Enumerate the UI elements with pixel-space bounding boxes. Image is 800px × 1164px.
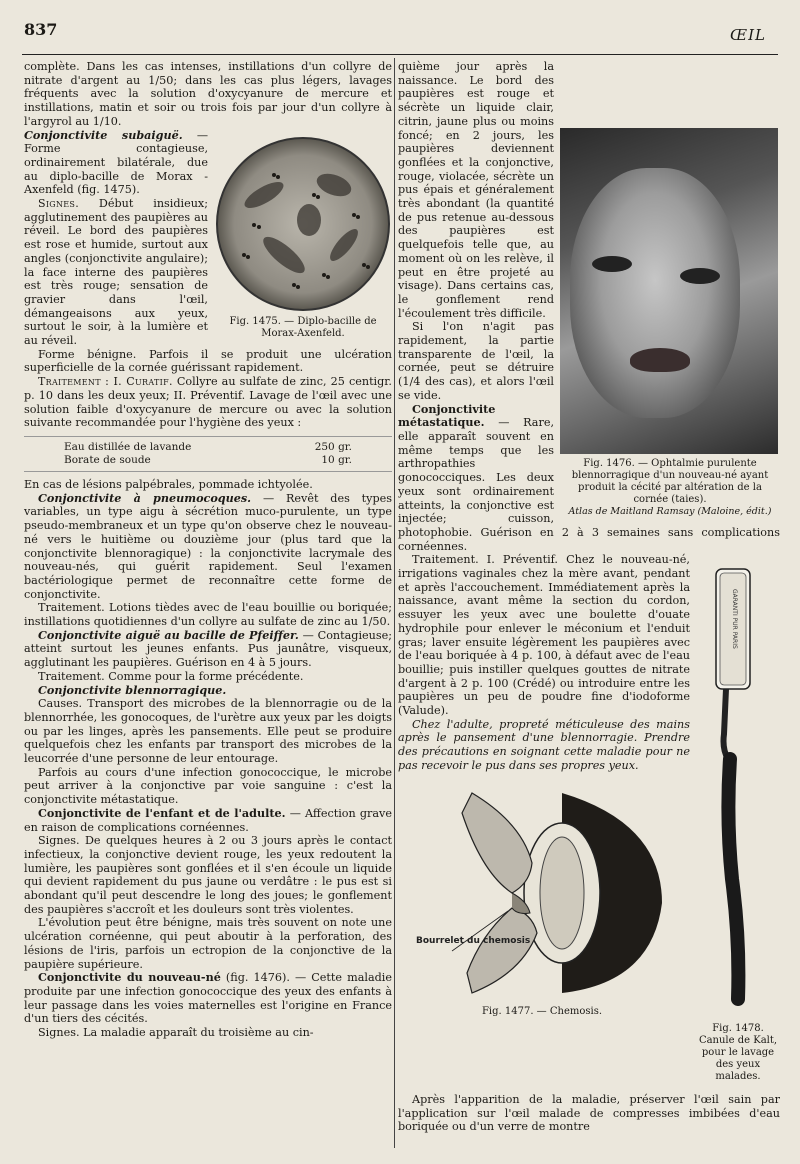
paragraph: Signes. De quelques heures à 2 ou 3 jours après le contact infectieux, la conjonctive devient rouge, les yeux redoutent la lumière, les paupières sont gonflées et il s'en écoule un liquide qui devient rapidement du pus jaune ou verdâtre : le pus est si abondant qu'il peut descendre le long des joues; le gonflement des paupières s'accroît et les douleurs sont très violentes.	[24, 834, 392, 916]
figure-1477	[412, 783, 672, 1019]
paragraph: L'évolution peut être bénigne, mais très souvent on note une ulcération cornéenne, qui peut aboutir à la perforation, des lésions de l'iris, parfois un ectropion de la conjonctive de la paupière supérieure.	[24, 916, 392, 971]
label: Signes.	[38, 197, 80, 211]
paragraph: — Forme contagieuse, ordinairement bilatérale, due au diplo-bacille de Morax - Axenfeld (fig. 1475).	[24, 128, 208, 197]
recipe-qty: 250 gr.	[314, 440, 352, 453]
eye-shape	[680, 268, 720, 284]
chemosis-diagram-icon	[412, 783, 672, 1003]
paragraph: Signes. La maladie apparaît du troisième au cin-	[38, 1026, 314, 1040]
recipe-qty: 10 gr.	[321, 453, 352, 466]
paragraph: Collyre au sulfate de zinc, 25 centigr. p. 10 dans les deux yeux; II. Préventif. Lavage de l'œil avec une solution faible d'oxycyanure de mercure ou avec la solution suivante recommandée pour l'hygiène des yeux :	[24, 375, 392, 430]
paragraph: Après l'apparition de la maladie, préserver l'œil sain par l'application sur l'œil malade de compresses imbibées d'eau boriquée ou d'un verre de montre	[398, 1093, 780, 1134]
section-heading: Conjonctivite aiguë au bacille de Pfeiffer.	[38, 627, 299, 642]
paragraph: Début insidieux; agglutinement des paupières au réveil. Le bord des paupières est rose et humide, surtout aux angles (conjonctivite angulaire); la face interne des paupières est très rouge; sensation de gravier dans l'œil, démangeaisons aux yeux, surtout le soir, à la lumière et au réveil.	[24, 197, 208, 348]
paragraph: (fig. 1476). — Cette maladie produite par une infection gonococcique des yeux des enfants à leur passage dans les voies maternelles est l'origine en France d'un tiers des cécités.	[24, 971, 393, 1026]
kalt-cannula-icon	[696, 559, 780, 1019]
paragraph: Causes. Transport des microbes de la blennorragie ou de la blennorrhée, les gonocoques, de l'urètre aux yeux par les doigts ou par les linges, après les pansements. Elle peut se produire quelquefois chez les enfants par transport des microbes de la leucorrée d'une personne de leur entourage.	[24, 697, 392, 766]
page-number: 837	[24, 20, 58, 39]
column-divider	[394, 58, 395, 1148]
running-title: ŒIL	[730, 26, 766, 44]
section-heading: Conjonctivite de l'enfant et de l'adulte.	[38, 805, 286, 820]
figure-1478	[696, 559, 780, 1083]
eye-shape	[592, 256, 632, 272]
figure-caption: Fig. 1475. — Diplo-bacille de Morax-Axenfeld.	[229, 316, 377, 340]
left-column	[24, 60, 392, 1040]
recipe-row	[24, 454, 392, 467]
diplobacille-micrograph-icon	[214, 135, 392, 313]
section-heading: Conjonctivite à pneumocoques.	[38, 490, 252, 505]
figure-credit: Atlas de Maitland Ramsay (Maloine, édit.)	[568, 506, 772, 517]
section-heading: Conjonctivite métastatique.	[398, 401, 496, 430]
label: Traitement : I. Curatif.	[38, 375, 173, 389]
right-column	[398, 60, 780, 1134]
paragraph: quième jour après la naissance. Le bord des paupières est rouge et sécrète un liquide clair, citrin, jaune plus ou moins foncé; en 2 jours, les paupières deviennent gonflées et la conjonctive, rouge, violacée, sécrète un pus épais et généralement très abondant (la quantité de pus retenue au-dessous des paupières est quelquefois telle que, au moment où on les relève, il peut en être projeté au visage). Dans certains cas, le gonflement rend l'écoulement très difficile.	[398, 60, 554, 320]
paragraph: En cas de lésions palpébrales, pommade ichtyolée.	[24, 477, 313, 491]
recipe-row	[24, 441, 392, 454]
paragraph: — Revêt des types variables, un type aigu à sécrétion muco-purulente, un type pseudo-membraneux et un type qu'on observe chez le nouveau-né vers le huitième ou douzième jour (plus tard que la conjonctivite blennoragique) : la conjonctivite lacrymale des nouveau-nés, qui guérit rapidement. Seul l'examen bactériologique permet de reconnaître cette forme de conjonctivite.	[24, 491, 393, 601]
section-heading: Conjonctivite blennorragique.	[38, 682, 227, 697]
face-shape	[570, 168, 740, 418]
paragraph: — Affection grave en raison de complications cornéennes.	[24, 806, 392, 834]
paragraph: complète. Dans les cas intenses, instillations d'un collyre de nitrate d'argent au 1/50; dans les cas plus légers, lavages fréquents avec la solution d'oxycyanure de mercure et instillations, matin et soir ou trois fois par jour d'un collyre à l'argyrol au 1/10.	[24, 60, 392, 128]
figure-caption: Fig. 1478. Canule de Kalt, pour le lavage des yeux malades.	[698, 1023, 778, 1083]
mouth-shape	[630, 348, 690, 372]
diagram-label: Bourrelet du chemosis	[416, 935, 531, 946]
paragraph: Parfois au cours d'une infection gonococcique, le microbe peut arriver à la conjonctive par voie sanguine : c'est la conjonctivite métastatique.	[24, 765, 392, 807]
figure-caption: Fig. 1477. — Chemosis.	[481, 1006, 603, 1018]
infant-photo	[560, 128, 778, 454]
figure-1476	[560, 128, 780, 518]
cannula-text: GARANTI PUR PARIS	[731, 589, 738, 650]
paragraph: Traitement. Lotions tièdes avec de l'eau bouillie ou boriquée; instillations quotidiennes d'un collyre au sulfate de zinc au 1/50.	[24, 601, 392, 629]
recipe-item: Eau distillée de lavande	[64, 440, 192, 453]
figure-1475	[214, 135, 392, 341]
paragraph: Traitement. Comme pour la forme précédente.	[38, 669, 304, 683]
recipe-table	[24, 436, 392, 472]
section-heading: Conjonctivite subaiguë.	[24, 127, 183, 142]
section-heading: Conjonctivite du nouveau-né	[38, 970, 221, 985]
paragraph: Chez l'adulte, propreté méticuleuse des mains après le pansement d'une blennorragie. Prendre des précautions en soignant cette maladie pour ne pas recevoir le pus dans ses propres yeux.	[398, 717, 690, 772]
recipe-item: Borate de soude	[64, 453, 151, 466]
paragraph: — Rare, elle apparaît souvent en même temps que les arthropathies gonococciques. Les deux yeux sont ordinairement atteints, la conjonctive est injectée; cuisson, photophobie. Guérison en 2 à 3 semaines sans complications cornéennes.	[398, 416, 780, 553]
paragraph: — Contagieuse; atteint surtout les jeunes enfants. Pus jaunâtre, visqueux, agglutinant les paupières. Guérison en 4 à 5 jours.	[24, 628, 392, 670]
paragraph: Traitement. I. Préventif. Chez le nouveau-né, irrigations vaginales chez la mère avant, pendant et après l'accouchement. Immédiatement après la naissance, avant même la section du cordon, essuyer les yeux avec une boulette d'ouate hydrophile pour enlever le méconium et l'enduit gras; laver ensuite légèrement les paupières avec de l'eau boriquée à 4 p. 100, à défaut avec de l'eau bouillie; puis instiller quelques gouttes de nitrate d'argent à 2 p. 100 (Crédé) ou introduire entre les paupières un peu de poudre fine d'iodoforme (Valude).	[398, 553, 690, 718]
header-rule	[22, 54, 778, 55]
paragraph: Si l'on n'agit pas rapidement, la partie transparente de l'œil, la cornée, peut se détruire (1/4 des cas), et alors l'œil se vide.	[398, 320, 554, 402]
paragraph: Forme bénigne. Parfois il se produit une ulcération superficielle de la cornée guérissant rapidement.	[24, 347, 392, 375]
figure-caption: Fig. 1476. — Ophtalmie purulente blennorragique d'un nouveau-né ayant produit la cécité par altération de la cornée (taies).	[571, 458, 769, 505]
